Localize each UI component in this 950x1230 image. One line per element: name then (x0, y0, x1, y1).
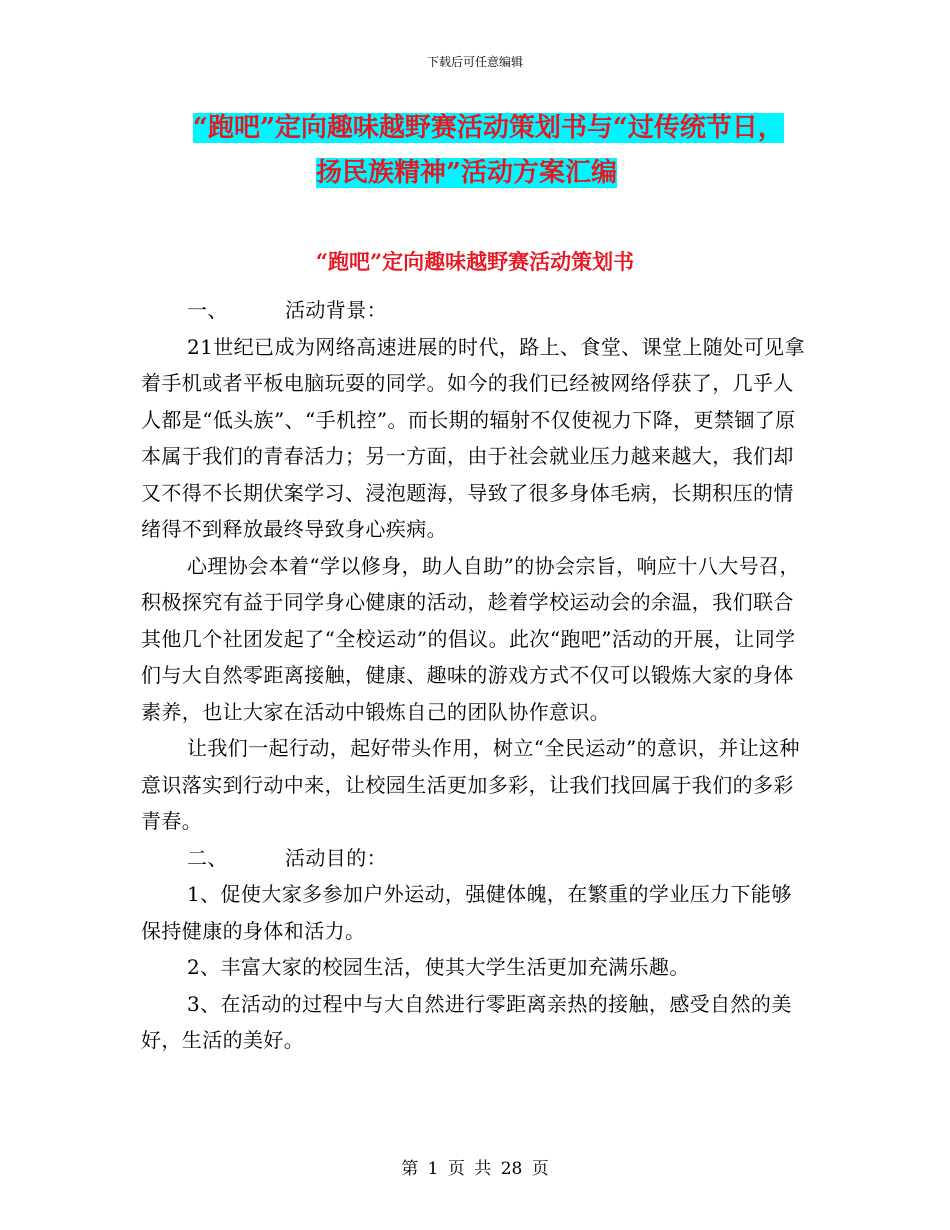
section-heading-goals (141, 840, 811, 877)
main-title-line-2 (0, 155, 950, 191)
paragraph: 让我们一起行动，起好带头作用，树立“全民运动”的意识，并让这种意识落实到行动中来，让校园生活更加多彩，让我们找回属于我们的多彩青春。 (141, 736, 800, 833)
paragraph: 心理协会本着“学以修身，助人自助”的协会宗旨，响应十八大号召，积极探究有益于同学身心健康的活动，趁着学校运动会的余温，我们联合其他几个社团发起了“全校运动”的倡议。此次“跑吧”活动的开展，让同学们与大自然零距离接触，健康、趣味的游戏方式不仅可以锻炼大家的身体素养，也让大家在活动中锻炼自己的团队协作意识。 (141, 553, 800, 724)
section-heading-background (141, 292, 811, 329)
page-footer: 第 1 页 共 28 页 (401, 1159, 549, 1179)
main-title-line-1 (0, 110, 950, 146)
main-title-line-1-text: “跑吧”定向趣味越野赛活动策划书与“过传统节日， (193, 113, 784, 143)
main-title-line-2-text: 扬民族精神”活动方案汇编 (316, 158, 617, 188)
section-number: 二、 (187, 845, 228, 870)
paragraph: 3、在活动的过程中与大自然进行零距离亲热的接触，感受自然的美好，生活的美好。 (141, 991, 792, 1052)
paragraph: 1、促使大家多参加户外运动，强健体魄，在繁重的学业压力下能够保持健康的身体和活力。 (141, 882, 792, 943)
paragraph: 21世纪已成为网络高速进展的时代，路上、食堂、课堂上随处可见拿着手机或者平板电脑玩耍的同学。如今的我们已经被网络俘获了，几乎人人都是“低头族”、“手机控”。而长期的辐射不仅使视力下降，更禁锢了原本属于我们的青春活力；另一方面，由于社会就业压力越来越大，我们却又不得不长期伏案学习、浸泡题海，导致了很多身体毛病，长期积压的情绪得不到释放最终导致身心疾病。 (141, 334, 805, 541)
section-label: 活动背景： (285, 298, 387, 322)
paragraph: 2、丰富大家的校园生活，使其大学生活更加充满乐趣。 (187, 955, 690, 979)
document-body (141, 292, 811, 1059)
sub-title: “跑吧”定向趣味越野赛活动策划书 (315, 249, 635, 274)
header-note: 下载后可任意编辑 (426, 55, 523, 69)
section-label: 活动目的： (285, 845, 387, 870)
section-number: 一、 (187, 298, 228, 322)
